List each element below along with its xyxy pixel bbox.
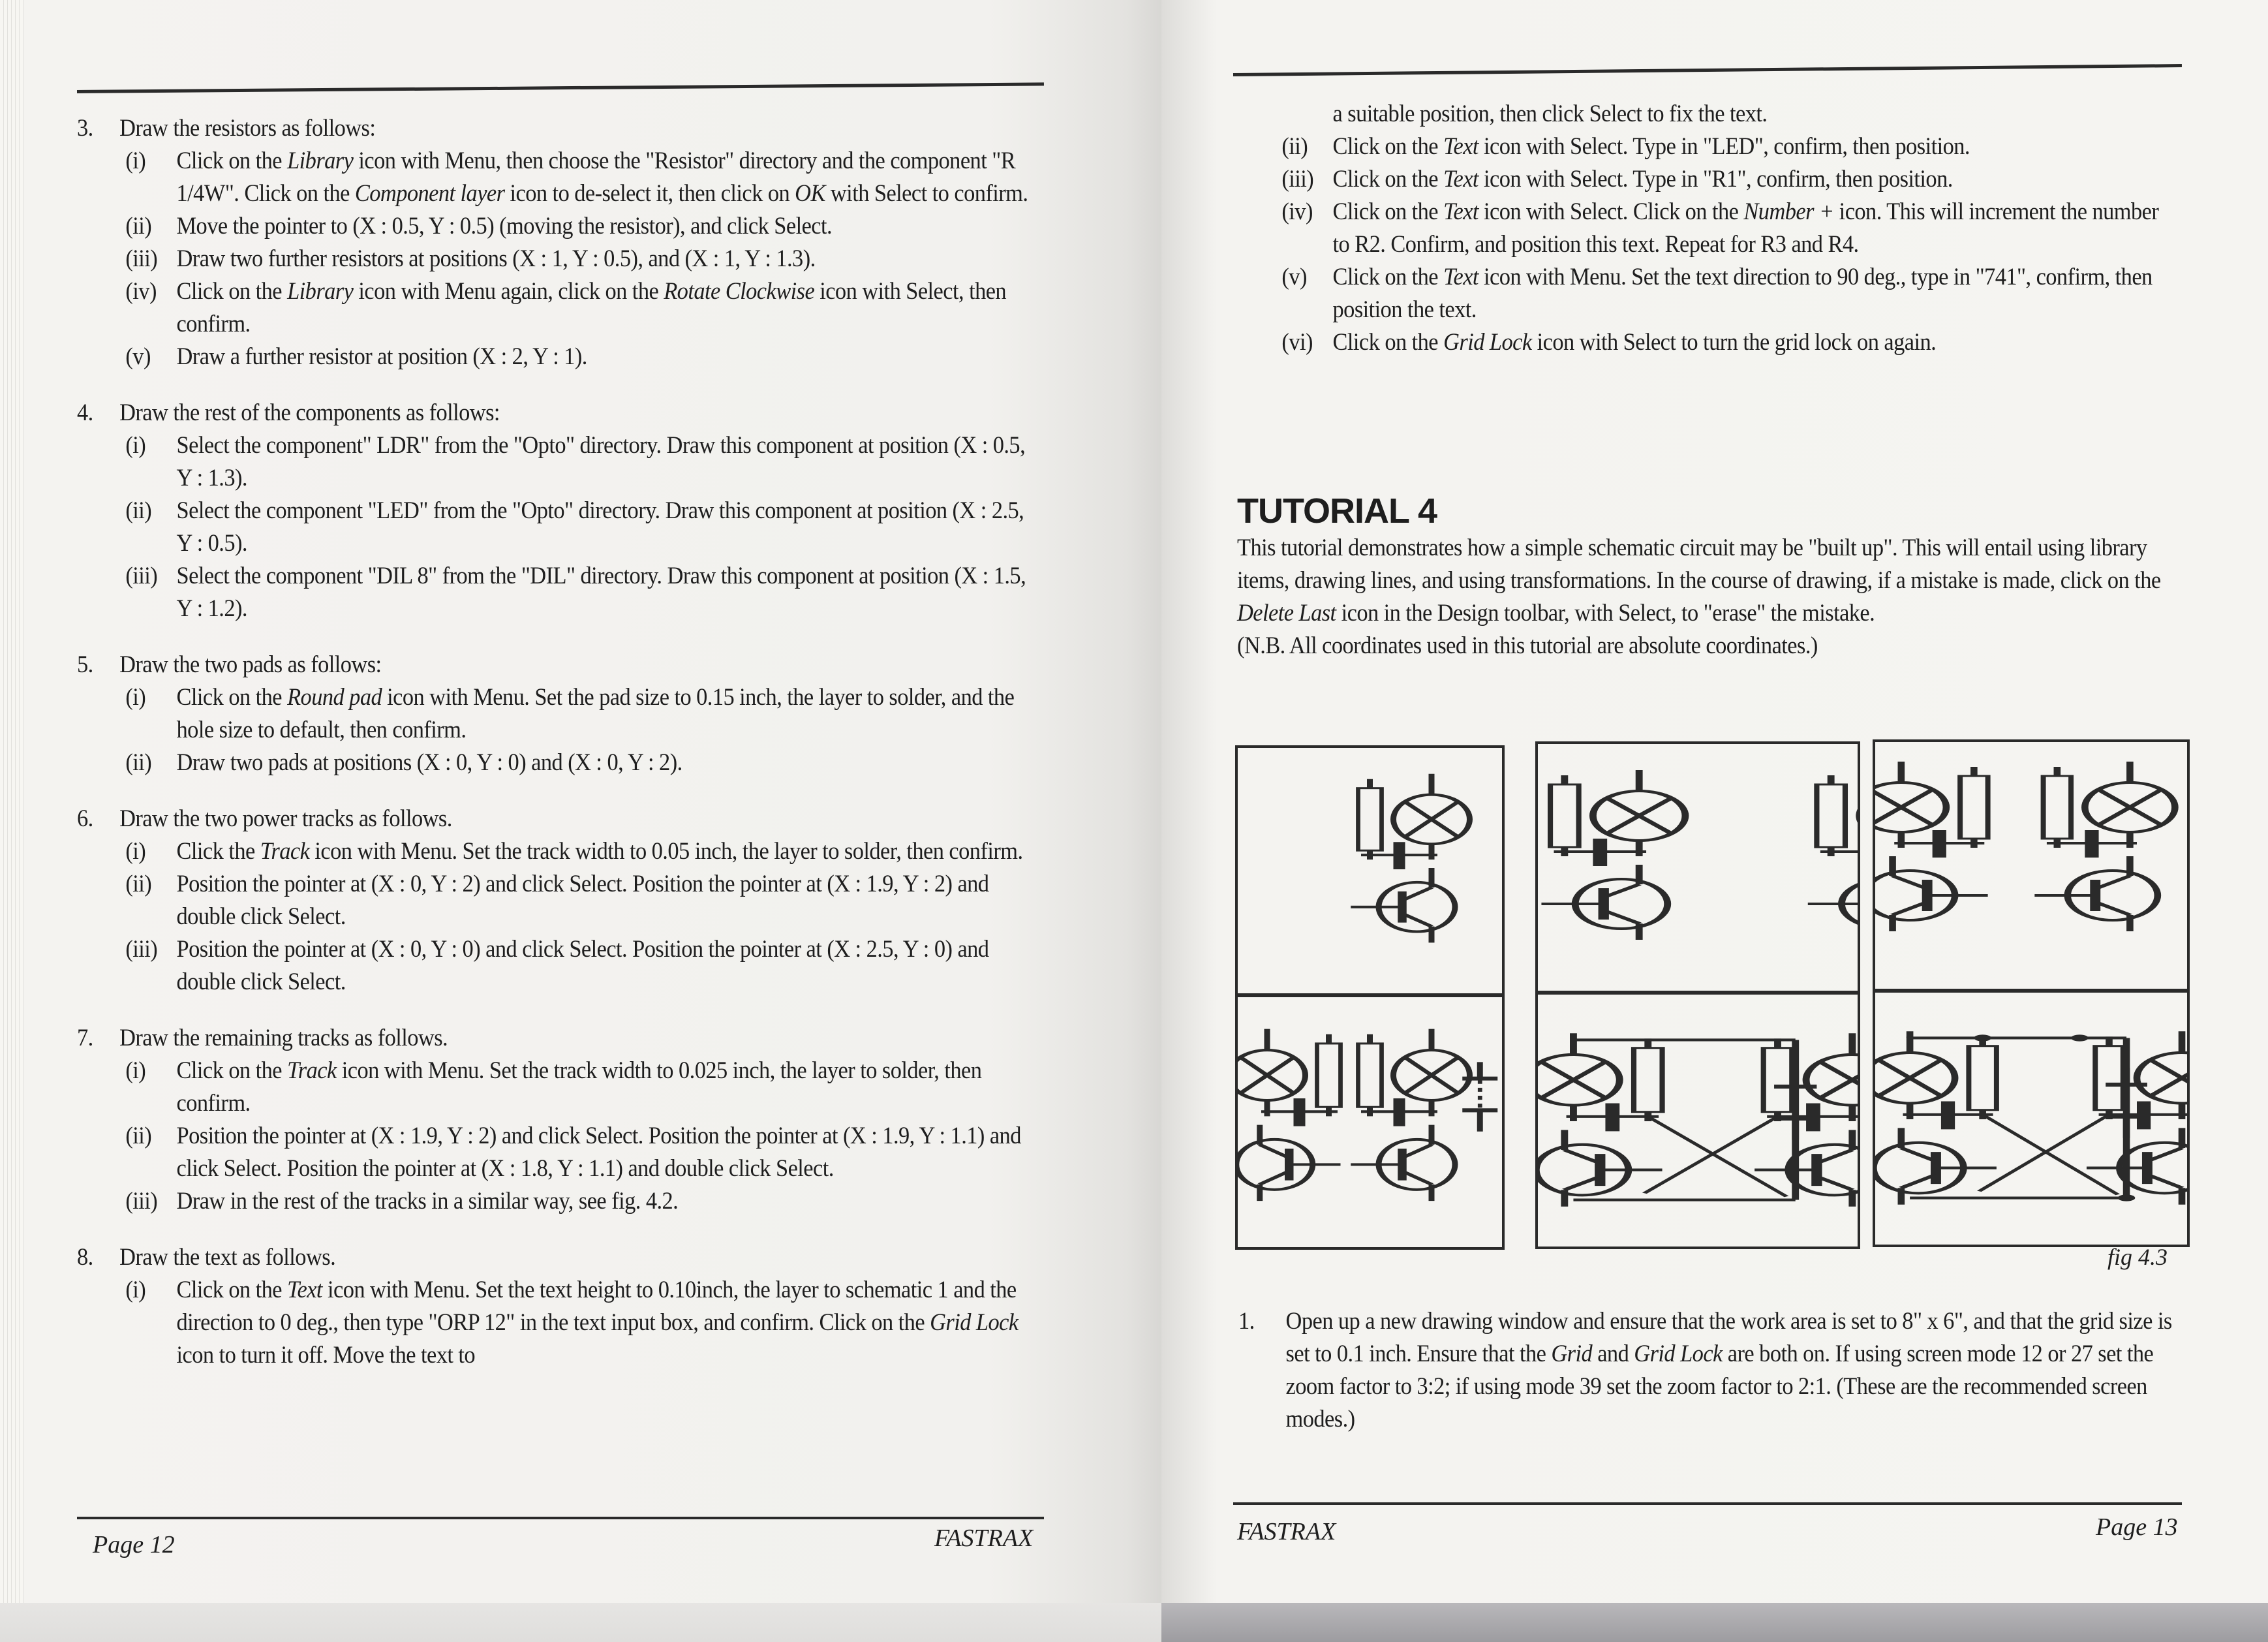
page-number: Page 13 — [2096, 1513, 2178, 1541]
text-run: icon with Select. Type in "R1", confirm, then position. — [1478, 166, 1953, 193]
step-title: Draw the text as follows. — [119, 1244, 336, 1271]
transistor-emitter — [1565, 1177, 1600, 1190]
note: (N.B. All coordinates used in this tutorial are absolute coordinates.) — [1237, 632, 1818, 659]
footer-rule — [1233, 1502, 2182, 1505]
sub-step — [1233, 131, 2174, 163]
text-run: and — [1592, 1340, 1634, 1367]
figure-caption: fig 4.3 — [2107, 1244, 2168, 1270]
sub-step — [77, 1185, 1042, 1218]
lamp-icon — [1538, 1055, 1619, 1106]
sub-step — [77, 933, 1042, 999]
text-run: Select the component "DIL 8" from the "DIL" directory. Draw this component at position (X : 1.5, Y : 1.2). — [176, 563, 1026, 622]
resistor-icon — [1960, 776, 1987, 839]
resistor-icon — [1358, 788, 1382, 850]
figure-panel-5 — [1535, 991, 1860, 1249]
sub-step — [77, 1055, 1042, 1120]
sub-step-number: (v) — [125, 343, 151, 370]
schematic-drawing — [1875, 991, 2187, 1245]
schematic-group — [1875, 762, 2175, 931]
tutorial-intro — [1237, 532, 2175, 662]
step-number: 6. — [77, 805, 93, 832]
sub-step-number: (i) — [125, 838, 146, 865]
text-run: Click on the — [1332, 329, 1444, 356]
text-run: icon with Menu. Set the text height to 0.10inch, the layer to schematic 1 and the direction to 0 deg., then type "ORP 12" in the text input box, and confirm. Click on the — [176, 1277, 1017, 1336]
text-run: Click on the — [1332, 198, 1444, 225]
text-run: Position the pointer at (X : 1.9, Y : 2) and click Select. Position the pointer at (X : 1.9, Y : 1.1) and click Select. Position the pointer at (X : 1.8, Y : 1.1) and double click Select. — [176, 1123, 1021, 1182]
text-run: icon with Menu. Set the text direction to 90 deg., type in "741", confirm, then position the text. — [1332, 264, 2153, 323]
italic-term: Rotate Clockwise — [664, 278, 815, 305]
text-run: icon with Select, then confirm. — [176, 278, 1007, 337]
schematic-group — [1351, 774, 1469, 943]
italic-term: Number + — [1743, 198, 1834, 225]
text-run: Draw two further resistors at positions (X : 1, Y : 0.5), and (X : 1, Y : 1.3). — [176, 245, 816, 272]
resistor-icon — [1969, 1046, 1996, 1110]
text-run: are both on. If using screen mode 12 or 27 set the zoom factor to 3:2; if using mode 39 set the zoom factor to 2:1. (These are the recommended screen modes.) — [1285, 1340, 2154, 1433]
text-run: Click on the — [176, 1057, 288, 1084]
transistor-emitter — [1604, 910, 1639, 923]
resistor-icon — [1764, 1048, 1792, 1112]
schematic-group — [1541, 770, 1858, 940]
resistor-icon — [1634, 1048, 1663, 1112]
text-run: Click on the — [176, 278, 288, 305]
step-title: Draw the remaining tracks as follows. — [119, 1025, 448, 1051]
step-title: Draw the two power tracks as follows. — [119, 805, 452, 832]
italic-term: Text — [1443, 198, 1479, 225]
text-run: icon with Menu. Set the track width to 0.05 inch, the layer to solder, then confirm. — [309, 838, 1023, 865]
text-run: Draw in the rest of the tracks in a similar way, see fig. 4.2. — [176, 1188, 679, 1215]
sub-step-number: (iv) — [125, 278, 157, 305]
junction-dot — [1974, 1034, 1991, 1041]
transistor-collector — [1816, 1150, 1852, 1163]
text-run: icon with Menu. Set the track width to 0.025 inch, the layer to solder, then confirm. — [176, 1057, 982, 1117]
text-run: Position the pointer at (X : 0, Y : 2) and click Select. Position the pointer at (X : 1.9, Y : 2) and double click Select. — [176, 871, 989, 930]
header-rule — [77, 82, 1044, 93]
left-page — [0, 0, 1161, 1603]
text-run: Move the pointer to (X : 0.5, Y : 0.5) (moving the resistor), and click Select. — [176, 213, 833, 240]
sub-step — [77, 145, 1042, 210]
continuation-list — [1233, 98, 2174, 359]
schematic-drawing — [1538, 993, 1858, 1247]
figure-panel-1 — [1235, 745, 1505, 997]
schematic-group — [1875, 1031, 2187, 1204]
text-run: icon. This will increment the number to R2. Confirm, and position this text. Repeat for R3 and R4. — [1332, 198, 2159, 258]
text-run: icon to de-select it, then click on — [504, 180, 795, 207]
step — [77, 803, 1042, 999]
step — [77, 1022, 1042, 1218]
figure-panel-3 — [1873, 739, 2190, 993]
sub-step — [1233, 196, 2174, 261]
schematic-drawing — [1238, 748, 1502, 995]
sub-step-number: (ii) — [125, 1123, 152, 1149]
sub-step-number: (iii) — [125, 1188, 158, 1215]
text-run: icon with Menu again, click on the — [353, 278, 664, 305]
junction-dot — [2118, 1194, 2136, 1201]
italic-term: Text — [1443, 166, 1479, 193]
sub-step — [77, 1120, 1042, 1185]
step-number: 1. — [1238, 1308, 1255, 1335]
scanner-bed-left — [0, 1603, 1161, 1642]
italic-term: Round pad — [287, 684, 382, 711]
transistor-collector — [1565, 1150, 1600, 1163]
spacer — [77, 1218, 1042, 1241]
scanner-bed-right — [1161, 1603, 2268, 1642]
figure-panel-6 — [1873, 989, 2190, 1247]
italic-term: Component layer — [354, 180, 505, 207]
italic-term: Delete Last — [1237, 600, 1336, 627]
resistor-icon — [1358, 1044, 1382, 1107]
intro-paragraph — [1237, 532, 2175, 630]
schematic-group — [1538, 1033, 1858, 1206]
resistor-icon — [2044, 776, 2071, 839]
text-run: Draw a further resistor at position (X : 2, Y : 1). — [176, 343, 587, 370]
sub-step — [77, 243, 1042, 275]
text-run: Click on the — [1332, 166, 1444, 193]
resistor-icon — [2095, 1046, 2122, 1110]
lamp-icon — [1875, 1053, 1955, 1104]
lamp-icon — [1238, 1050, 1306, 1100]
schematic-drawing — [1875, 742, 2187, 990]
lamp-icon — [1875, 782, 1946, 832]
italic-term: Track — [260, 838, 310, 865]
sub-step-number: (iii) — [125, 245, 158, 272]
step-number: 5. — [77, 651, 93, 678]
sub-step-number: (vi) — [1281, 329, 1313, 356]
sub-step-number: (ii) — [1281, 133, 1308, 160]
step-number: 4. — [77, 399, 93, 426]
text-run: Click on the — [1332, 264, 1444, 290]
text-run: a suitable position, then click Select to fix the text. — [1332, 101, 1768, 127]
sub-step — [77, 681, 1042, 747]
sub-step-number: (ii) — [125, 497, 152, 524]
resistor-icon — [1317, 1044, 1341, 1107]
sub-step — [77, 835, 1042, 868]
italic-term: Track — [287, 1057, 337, 1084]
left-page-body — [77, 112, 1042, 1372]
italic-term: Library — [287, 147, 354, 174]
text-run: icon with Menu. Set the pad size to 0.15 inch, the layer to solder, and the hole size to default, then confirm. — [176, 684, 1015, 743]
sub-step — [77, 210, 1042, 243]
tutorial-steps — [1238, 1305, 2176, 1436]
junction-dot — [2071, 1034, 2089, 1041]
resistor-icon — [1816, 784, 1845, 847]
step — [77, 112, 1042, 373]
text-run: Click on the — [176, 1277, 288, 1303]
text-run: icon with Select. Type in "LED", confirm, then position. — [1478, 133, 1970, 160]
text-run: Click on the — [176, 147, 288, 174]
step — [77, 397, 1042, 625]
italic-term: Grid — [1551, 1340, 1593, 1367]
step — [1238, 1305, 2176, 1436]
cross-wire — [1648, 1117, 1786, 1197]
sub-step — [77, 747, 1042, 779]
spacer — [77, 373, 1042, 397]
text-run: icon in the Design toolbar, with Select, to "erase" the mistake. — [1336, 600, 1875, 627]
sub-step — [77, 868, 1042, 933]
spacer — [77, 779, 1042, 803]
text-run: icon to turn it off. Move the text to — [176, 1342, 476, 1369]
cross-wire — [1983, 1115, 2118, 1195]
text-run: icon with Select. Click on the — [1478, 198, 1744, 225]
sub-step-number: (v) — [1281, 264, 1307, 290]
step — [77, 649, 1042, 779]
sub-step-number: (iii) — [125, 936, 158, 963]
spacer — [77, 625, 1042, 649]
resistor-icon — [1550, 784, 1579, 847]
step-number: 8. — [77, 1244, 93, 1271]
sub-step — [77, 495, 1042, 560]
step-title: Draw the rest of the components as follows: — [119, 399, 500, 426]
sub-step — [77, 275, 1042, 341]
text-run: Open up a new drawing window and ensure that the work area is set to 8" x 6", and that the grid size is set to 0.1 inch. Ensure that the — [1285, 1308, 2172, 1367]
step-title: Draw the two pads as follows: — [119, 651, 382, 678]
figure-panel-4 — [1235, 993, 1505, 1250]
sub-step — [77, 429, 1042, 495]
running-title: FASTRAX — [934, 1525, 1034, 1552]
text-run: Click on the — [176, 684, 288, 711]
step-title: Draw the resistors as follows: — [119, 115, 376, 142]
sub-step — [1233, 163, 2174, 196]
right-page — [1161, 0, 2268, 1603]
footer-rule — [77, 1517, 1044, 1519]
italic-term: Library — [287, 278, 354, 305]
italic-term: OK — [795, 180, 825, 207]
sub-step-number: (i) — [125, 147, 146, 174]
sub-step-number: (ii) — [125, 213, 152, 240]
sub-step-number: (ii) — [125, 871, 152, 897]
sub-step — [1233, 98, 2174, 131]
sub-step — [77, 341, 1042, 373]
italic-term: Grid Lock — [930, 1309, 1019, 1336]
sub-step-number: (iii) — [1281, 166, 1314, 193]
italic-term: Text — [1443, 264, 1479, 290]
text-run: with Select to confirm. — [825, 180, 1028, 207]
sub-step — [77, 1274, 1042, 1372]
transistor-collector — [1604, 884, 1639, 897]
sub-step-number: (iii) — [125, 563, 158, 589]
sub-step — [1233, 326, 2174, 359]
schematic-drawing — [1538, 744, 1858, 992]
sub-step-number: (iv) — [1281, 198, 1313, 225]
sub-step-number: (i) — [125, 684, 146, 711]
text-run: Select the component" LDR" from the "Opto" directory. Draw this component at position (X : 0.5, Y : 1.3). — [176, 432, 1026, 491]
italic-term: Grid Lock — [1443, 329, 1532, 356]
sub-step — [77, 560, 1042, 625]
step-number: 3. — [77, 115, 93, 142]
text-run: icon with Select to turn the grid lock on again. — [1531, 329, 1937, 356]
sub-step-number: (ii) — [125, 749, 152, 776]
text-run: icon with Menu, then choose the "Resistor" directory and the component "R 1/4W". Click on the — [176, 147, 1016, 207]
text-run: Draw two pads at positions (X : 0, Y : 0) and (X : 0, Y : 2). — [176, 749, 682, 776]
text-run: Click on the — [1332, 133, 1444, 160]
sub-step — [1233, 261, 2174, 326]
step — [77, 1241, 1042, 1372]
schematic-drawing — [1238, 996, 1502, 1247]
text-run: Click the — [176, 838, 260, 865]
spacer — [77, 999, 1042, 1022]
running-title: FASTRAX — [1237, 1518, 1336, 1545]
italic-term: Grid Lock — [1634, 1340, 1723, 1367]
header-rule — [1233, 64, 2182, 76]
sub-step-number: (i) — [125, 1057, 146, 1084]
page-stack-edge — [0, 0, 23, 1612]
text-run: This tutorial demonstrates how a simple schematic circuit may be "built up". This will entail using library items, drawing lines, and using transformations. In the course of drawing, if a mistake is made, click on the — [1237, 534, 2161, 594]
italic-term: Text — [287, 1277, 322, 1303]
text-run: Select the component "LED" from the "Opto" directory. Draw this component at position (X : 2.5, Y : 0.5). — [176, 497, 1024, 557]
text-run: Position the pointer at (X : 0, Y : 0) and click Select. Position the pointer at (X : 2.5, Y : 0) and double click Select. — [176, 936, 989, 995]
step-number: 7. — [77, 1025, 93, 1051]
sub-step-number: (i) — [125, 432, 146, 459]
page-number: Page 12 — [93, 1531, 175, 1558]
tutorial-heading: TUTORIAL 4 — [1237, 491, 1437, 531]
sub-step-number: (i) — [125, 1277, 146, 1303]
schematic-group — [1238, 1029, 1497, 1201]
transistor-emitter — [1816, 1177, 1852, 1190]
figure-panel-2 — [1535, 741, 1860, 995]
italic-term: Text — [1443, 133, 1479, 160]
